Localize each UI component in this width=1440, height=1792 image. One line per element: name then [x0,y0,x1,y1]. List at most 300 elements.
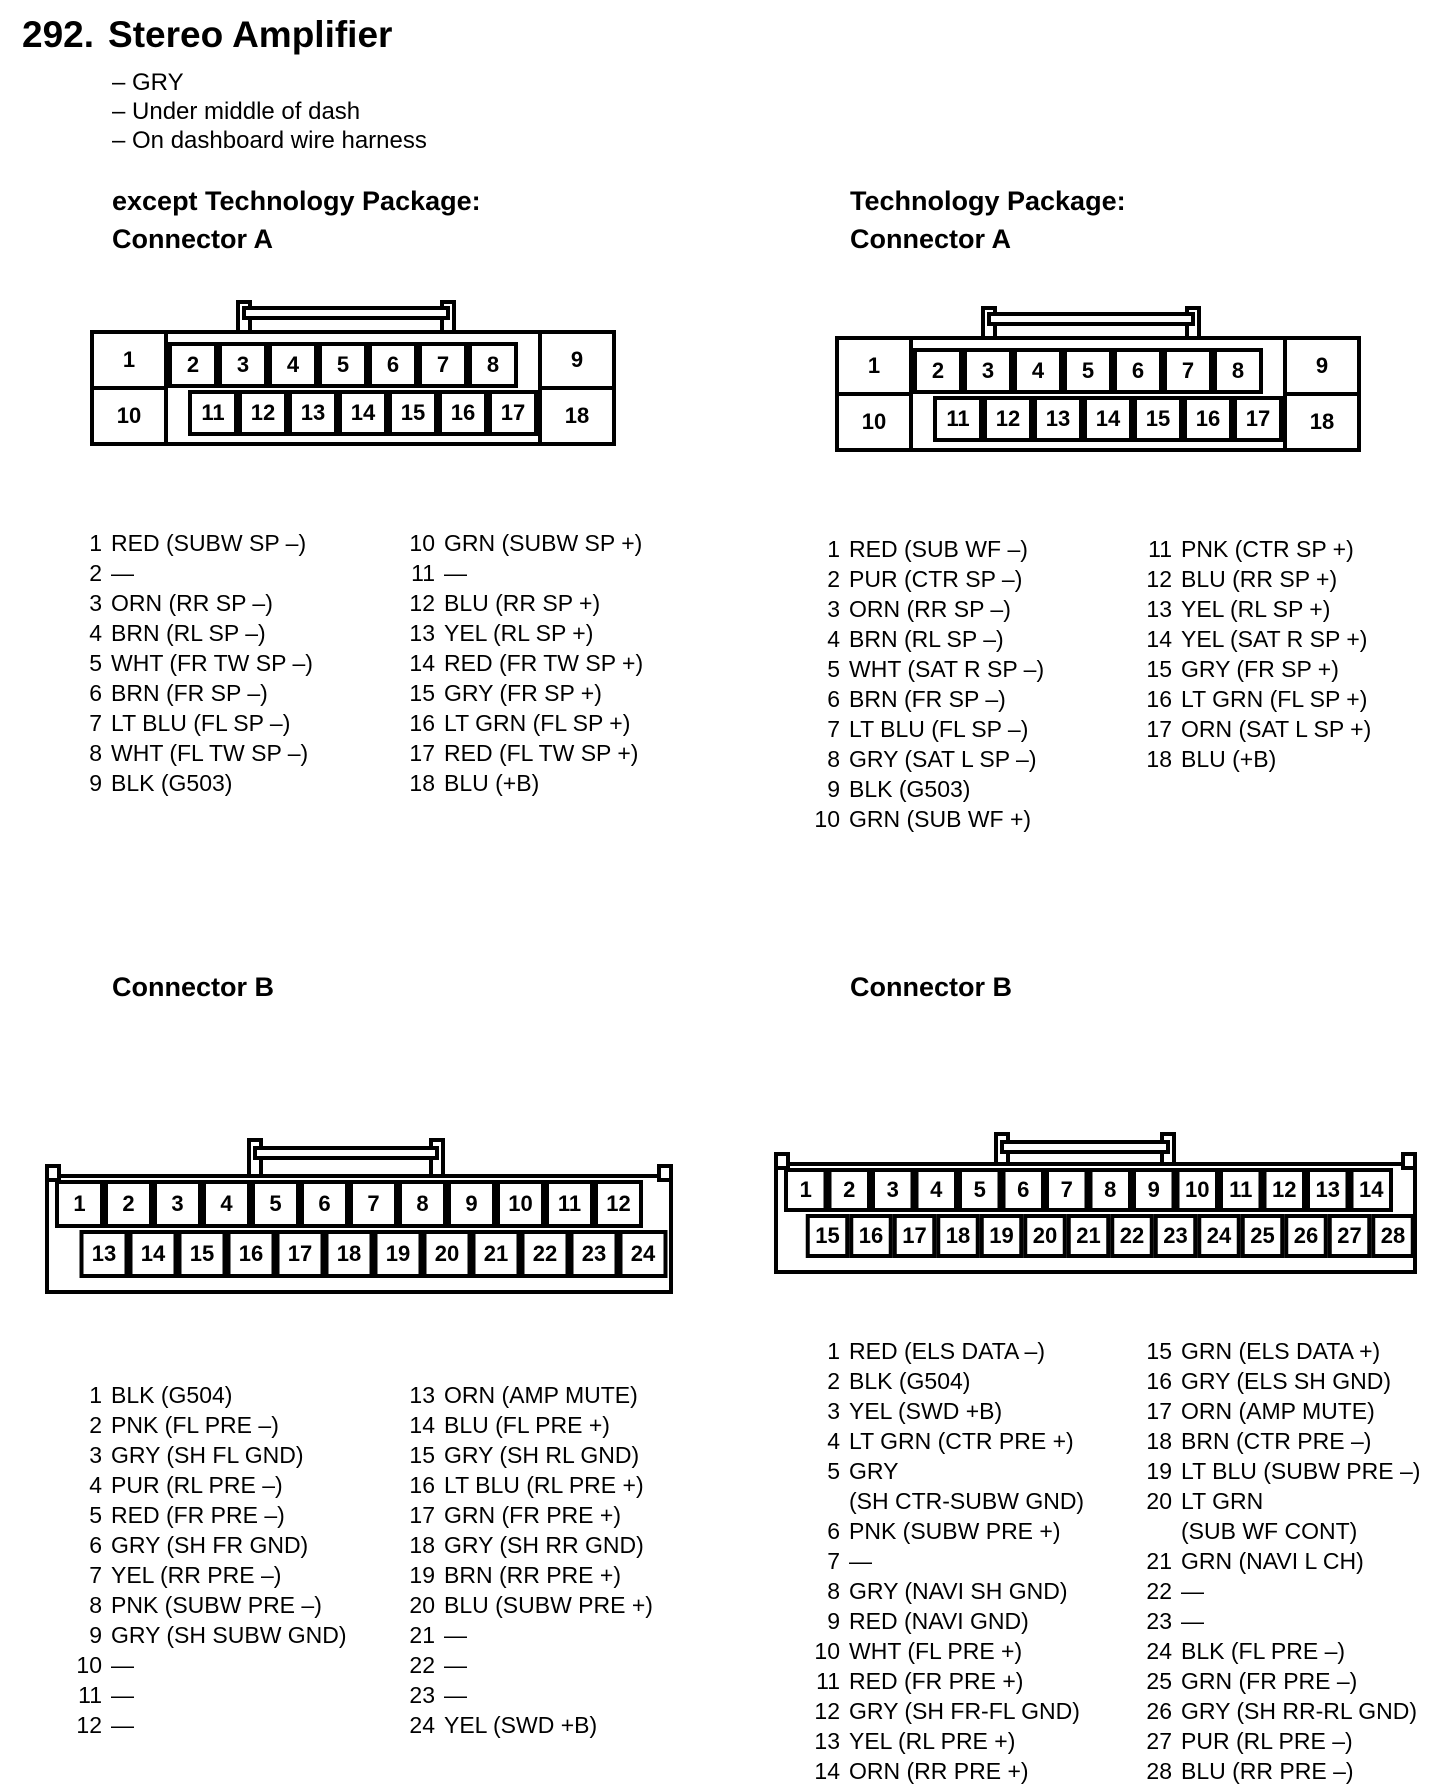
pin-label: 12 [606,1190,631,1216]
pin-description: GRN (SUB WF +) [849,806,1032,832]
pin-number: 24 [1146,1638,1172,1664]
pin-row [1128,1606,1420,1636]
pin-row [796,624,1044,654]
pin-number: 7 [89,1562,102,1588]
pin-number: 26 [1146,1698,1172,1724]
pin-label: 6 [386,351,400,377]
pin-row [1128,1696,1420,1726]
pin-number: 3 [827,1398,840,1424]
pin-label: 10 [116,402,142,428]
pin-label: 3 [981,357,995,383]
pin-number: 22 [1146,1578,1172,1604]
pin-description: ORN (RR PRE +) [849,1758,1029,1784]
pin-number: 13 [409,620,435,646]
connector-a-diagram [835,296,1375,466]
pin-label: 22 [1119,1222,1145,1248]
pin-label: 12 [1272,1176,1297,1202]
pin-description: GRY (SAT L SP –) [849,746,1037,772]
pin-description: YEL (SAT R SP +) [1181,626,1368,652]
pin-description: BRN (RR PRE +) [444,1562,621,1588]
pin-label: 8 [486,351,500,377]
pin-number: 10 [814,1638,840,1664]
pin-label: 10 [861,408,887,434]
pin-label: 13 [91,1240,117,1266]
pin-number: 17 [409,1502,435,1528]
pin-label: 10 [1185,1176,1210,1202]
pin-description: BRN (RL SP –) [111,620,266,646]
pin-label: 8 [1231,357,1245,383]
pin-label: 20 [1032,1222,1058,1248]
pin-description: BRN (FR SP –) [111,680,268,706]
pin-number: 14 [1146,626,1172,652]
pin-row [391,1710,653,1740]
pin-label: 24 [1206,1222,1232,1248]
latch-bar [244,308,448,318]
pin-description: GRN (ELS DATA +) [1181,1338,1381,1364]
pin-label: 14 [140,1240,166,1266]
pin-label: 3 [886,1176,899,1202]
connector-a-diagram [90,290,630,460]
pin-description: WHT (FL TW SP –) [111,740,309,766]
pin-number: 2 [827,1368,840,1394]
pin-row [58,1710,347,1740]
pin-row [1128,1636,1420,1666]
pin-number: 8 [89,740,102,766]
pin-number: 9 [827,776,840,802]
pin-row [391,1410,653,1440]
pin-number: 8 [827,746,840,772]
pin-number: 14 [409,1412,435,1438]
pin-number: 20 [1146,1488,1172,1514]
pin-description: PNK (CTR SP +) [1181,536,1354,562]
pin-number: 18 [1146,746,1172,772]
pin-row [796,534,1044,564]
pin-description: BLK (G504) [849,1368,971,1394]
left-heading [112,182,481,258]
pin-description: WHT (FR TW SP –) [111,650,313,676]
pin-description: LT GRN (CTR PRE +) [849,1428,1074,1454]
pin-number: 16 [409,1472,435,1498]
info-line: – On dashboard wire harness [112,127,427,154]
pin-description: GRN (NAVI L CH) [1181,1548,1364,1574]
pin-description: GRY (SH CTR-SUBW GND) [849,1458,1085,1514]
pin-number: 15 [409,1442,435,1468]
pin-number: 28 [1146,1758,1172,1784]
pin-number: 7 [89,710,102,736]
pin-description: GRY (SH RR-RL GND) [1181,1698,1417,1724]
pin-label: 13 [300,399,326,425]
pin-number: 12 [76,1712,102,1738]
pin-number: 17 [1146,716,1172,742]
pin-row [1128,654,1371,684]
pin-row [391,1620,653,1650]
pin-number: 23 [409,1682,435,1708]
pin-label: 9 [1147,1176,1160,1202]
pin-label: 1 [799,1176,812,1202]
pin-description: — [111,1682,134,1708]
pin-row [391,588,643,618]
pin-row [1128,1726,1420,1756]
pin-label: 20 [434,1240,460,1266]
pin-row [796,1666,1084,1696]
pin-number: 3 [827,596,840,622]
info-line: – Under middle of dash [112,98,361,125]
left-b-pins-col1 [58,1380,347,1740]
pin-label: 3 [236,351,250,377]
pin-number: 9 [89,1622,102,1648]
pin-label: 17 [1245,405,1271,431]
pin-row [1128,534,1371,564]
pin-number: 5 [827,656,840,682]
pin-label: 16 [858,1222,884,1248]
pin-number: 13 [409,1382,435,1408]
pin-label: 11 [946,405,970,431]
pin-label: 26 [1293,1222,1319,1248]
pin-row [1128,624,1371,654]
pin-description: LT BLU (RL PRE +) [444,1472,644,1498]
connector-b-diagram [45,1140,685,1300]
pin-number: 12 [409,590,435,616]
pin-description: LT GRN (SUB WF CONT) [1181,1488,1358,1544]
pin-row [1128,1456,1420,1486]
pin-description: PNK (SUBW PRE –) [111,1592,322,1618]
pin-label: 11 [201,399,225,425]
pin-label: 1 [73,1190,86,1216]
pin-description: YEL (RL SP +) [444,620,594,646]
left-connector-b-label: Connector B [112,972,274,1002]
pin-number: 10 [814,806,840,832]
pin-row [796,1606,1084,1636]
pin-number: 13 [814,1728,840,1754]
pin-row [796,1426,1084,1456]
pin-row [1128,564,1371,594]
pin-description: GRY (SH RL GND) [444,1442,640,1468]
pin-number: 16 [409,710,435,736]
pin-label: 9 [1315,352,1329,378]
pin-description: BLK (G504) [111,1382,233,1408]
page-title [22,14,392,56]
pin-number: 21 [1146,1548,1172,1574]
pin-number: 6 [827,1518,840,1544]
pin-number: 1 [827,536,840,562]
pin-row [58,738,313,768]
pin-description: GRY (SH RR GND) [444,1532,644,1558]
pin-description: ORN (AMP MUTE) [444,1382,638,1408]
pin-label: 16 [450,399,476,425]
pin-description: BLK (G503) [111,770,233,796]
pin-label: 4 [220,1190,233,1216]
pin-number: 16 [1146,686,1172,712]
pin-description: — [444,1652,467,1678]
pin-label: 4 [286,351,300,377]
pin-description: BLU (+B) [1181,746,1277,772]
pin-row [58,1500,347,1530]
pin-row [391,1680,653,1710]
pin-number: 8 [827,1578,840,1604]
pin-number: 13 [1146,596,1172,622]
pin-number: 5 [89,1502,102,1528]
section-number: 292. [22,14,95,55]
pin-row [58,1680,347,1710]
pin-row [796,1546,1084,1576]
pin-description: GRY (FR SP +) [1181,656,1339,682]
connector-b-diagram [774,1134,1424,1294]
pin-description: RED (SUB WF –) [849,536,1028,562]
pin-row [391,1380,653,1410]
pin-row [58,588,313,618]
pin-number: 5 [89,650,102,676]
pin-description: PNK (SUBW PRE +) [849,1518,1061,1544]
pin-description: ORN (AMP MUTE) [1181,1398,1375,1424]
pin-description: BLU (SUBW PRE +) [444,1592,653,1618]
pin-number: 4 [827,1428,840,1454]
pin-row [58,558,313,588]
pin-label: 11 [557,1190,582,1216]
pin-description: BLU (RR SP +) [444,590,601,616]
pin-label: 28 [1380,1222,1406,1248]
info-line: – GRY [112,69,184,96]
pin-row [391,558,643,588]
left-a-pins-col1 [58,528,313,798]
pin-label: 2 [122,1190,135,1216]
pin-label: 7 [1060,1176,1073,1202]
pin-label: 27 [1337,1222,1362,1248]
pin-label: 3 [171,1190,184,1216]
pin-description: GRY (SH FR GND) [111,1532,309,1558]
pin-row [796,714,1044,744]
pin-row [1128,1666,1420,1696]
pin-number: 16 [1146,1368,1172,1394]
pin-label: 6 [1017,1176,1030,1202]
package-heading: except Technology Package: [112,186,481,216]
pin-number: 18 [409,1532,435,1558]
pin-row [796,654,1044,684]
pin-description: GRY (NAVI SH GND) [849,1578,1068,1604]
pin-row [796,1756,1084,1786]
pin-number: 11 [816,1668,840,1694]
pin-description: BRN (CTR PRE –) [1181,1428,1372,1454]
pin-description: LT GRN (FL SP +) [1181,686,1368,712]
pin-row [796,564,1044,594]
pin-row [391,1650,653,1680]
pin-number: 20 [409,1592,435,1618]
pin-description: RED (FL TW SP +) [444,740,639,766]
pin-description: LT BLU (FL SP –) [111,710,291,736]
pin-description: BLU (FL PRE +) [444,1412,610,1438]
pin-row [391,678,643,708]
latch-bar [1002,1142,1168,1152]
pin-label: 21 [483,1240,509,1266]
pin-description: WHT (FL PRE +) [849,1638,1023,1664]
pin-row [796,1636,1084,1666]
pin-description: ORN (SAT L SP +) [1181,716,1372,742]
pin-label: 5 [973,1176,986,1202]
pin-description: GRY (SH SUBW GND) [111,1622,347,1648]
pin-number: 6 [827,686,840,712]
pin-number: 15 [409,680,435,706]
pin-label: 6 [1131,357,1145,383]
pin-description: — [1181,1578,1204,1604]
pin-description: YEL (RR PRE –) [111,1562,282,1588]
latch-bar [989,314,1193,324]
pin-number: 9 [827,1608,840,1634]
right-a-pins-col2 [1128,534,1371,774]
connector-a-label: Connector A [112,224,273,254]
pin-number: 11 [411,560,435,586]
pin-description: LT GRN (FL SP +) [444,710,631,736]
pin-label: 19 [385,1240,411,1266]
pin-description: RED (FR PRE +) [849,1668,1024,1694]
pin-row [1128,1486,1420,1546]
pin-label: 1 [122,346,136,372]
pin-description: — [111,560,134,586]
pin-label: 14 [1095,405,1121,431]
pin-number: 24 [409,1712,435,1738]
pin-number: 5 [827,1458,840,1484]
pin-number: 25 [1146,1668,1172,1694]
pin-description: BRN (FR SP –) [849,686,1006,712]
pin-label: 4 [1031,357,1045,383]
pin-description: — [849,1548,872,1574]
body-tab [1403,1154,1415,1168]
pin-row [58,1440,347,1470]
pin-label: 22 [532,1240,558,1266]
pin-description: RED (FR TW SP +) [444,650,644,676]
pin-label: 8 [416,1190,429,1216]
pin-label: 15 [815,1222,840,1248]
pin-number: 2 [827,566,840,592]
right-heading [850,182,1126,258]
pin-description: BLK (G503) [849,776,971,802]
pin-number: 21 [409,1622,435,1648]
pin-label: 4 [930,1176,943,1202]
pin-label: 2 [186,351,200,377]
pin-row [796,804,1044,834]
pin-label: 7 [367,1190,380,1216]
pin-description: — [1181,1608,1204,1634]
pin-row [1128,744,1371,774]
pin-row [58,1530,347,1560]
pin-row [796,1516,1084,1546]
pin-label: 13 [1045,405,1071,431]
pin-description: ORN (RR SP –) [111,590,273,616]
pin-label: 6 [318,1190,331,1216]
pin-number: 6 [89,1532,102,1558]
latch-bar [255,1148,437,1158]
pin-description: RED (SUBW SP –) [111,530,307,556]
pin-label: 5 [1081,357,1095,383]
pin-description: BLU (+B) [444,770,540,796]
pin-row [1128,1576,1420,1606]
package-heading: Technology Package: [850,186,1126,216]
pin-number: 22 [409,1652,435,1678]
pin-row [58,648,313,678]
pin-description: — [111,1652,134,1678]
pin-row [391,708,643,738]
right-a-pins-col1 [796,534,1044,834]
pin-label: 1 [867,352,881,378]
pin-description: RED (ELS DATA –) [849,1338,1045,1364]
pin-row [391,738,643,768]
pin-number: 2 [89,560,102,586]
right-b-pins-col1 [796,1336,1084,1786]
pin-number: 7 [827,1548,840,1574]
body-tab [47,1166,59,1180]
pin-description: BLU (RR PRE –) [1181,1758,1354,1784]
pin-description: ORN (RR SP –) [849,596,1011,622]
pin-number: 17 [409,740,435,766]
pin-row [796,1336,1084,1366]
pin-description: LT BLU (FL SP –) [849,716,1029,742]
pin-label: 19 [989,1222,1014,1248]
pin-label: 24 [630,1240,656,1266]
body-tab [659,1166,671,1180]
pin-description: — [111,1712,134,1738]
pin-label: 16 [1195,405,1221,431]
pin-number: 11 [1148,536,1172,562]
pin-row [391,1440,653,1470]
pin-row [58,528,313,558]
pin-label: 2 [843,1176,856,1202]
pin-row [391,1470,653,1500]
pin-row [796,774,1044,804]
pin-number: 1 [89,530,102,556]
pin-number: 10 [409,530,435,556]
pin-label: 17 [902,1222,927,1248]
pin-description: LT BLU (SUBW PRE –) [1181,1458,1421,1484]
pin-row [58,1560,347,1590]
pin-label: 9 [465,1190,478,1216]
pin-label: 21 [1076,1222,1101,1248]
pin-row [796,1366,1084,1396]
pin-label: 15 [1145,405,1171,431]
pin-description: YEL (RL SP +) [1181,596,1331,622]
pin-row [391,1560,653,1590]
pin-label: 10 [508,1190,533,1216]
pin-label: 9 [570,346,584,372]
pin-number: 9 [89,770,102,796]
pin-number: 7 [827,716,840,742]
pin-row [1128,1546,1420,1576]
pin-label: 14 [350,399,376,425]
pin-description: BLU (RR SP +) [1181,566,1338,592]
left-a-pins-col2 [391,528,643,798]
pin-description: GRY (SH FL GND) [111,1442,304,1468]
pin-description: — [444,1622,467,1648]
pin-label: 13 [1315,1176,1340,1202]
pin-label: 25 [1250,1222,1275,1248]
pin-number: 4 [827,626,840,652]
pin-label: 14 [1359,1176,1384,1202]
pin-row [1128,1426,1420,1456]
pin-row [58,1380,347,1410]
pin-row [58,708,313,738]
pin-label: 7 [436,351,450,377]
pin-label: 23 [1163,1222,1188,1248]
pin-description: BRN (RL SP –) [849,626,1004,652]
pin-number: 4 [89,1472,102,1498]
connector-a-label: Connector A [850,224,1011,254]
pin-number: 14 [814,1758,840,1784]
pin-number: 12 [1146,566,1172,592]
pin-number: 18 [409,770,435,796]
pin-row [391,648,643,678]
pin-row [796,1576,1084,1606]
pin-label: 18 [336,1240,362,1266]
pin-number: 3 [89,590,102,616]
left-b-pins-col2 [391,1380,653,1740]
pin-number: 6 [89,680,102,706]
